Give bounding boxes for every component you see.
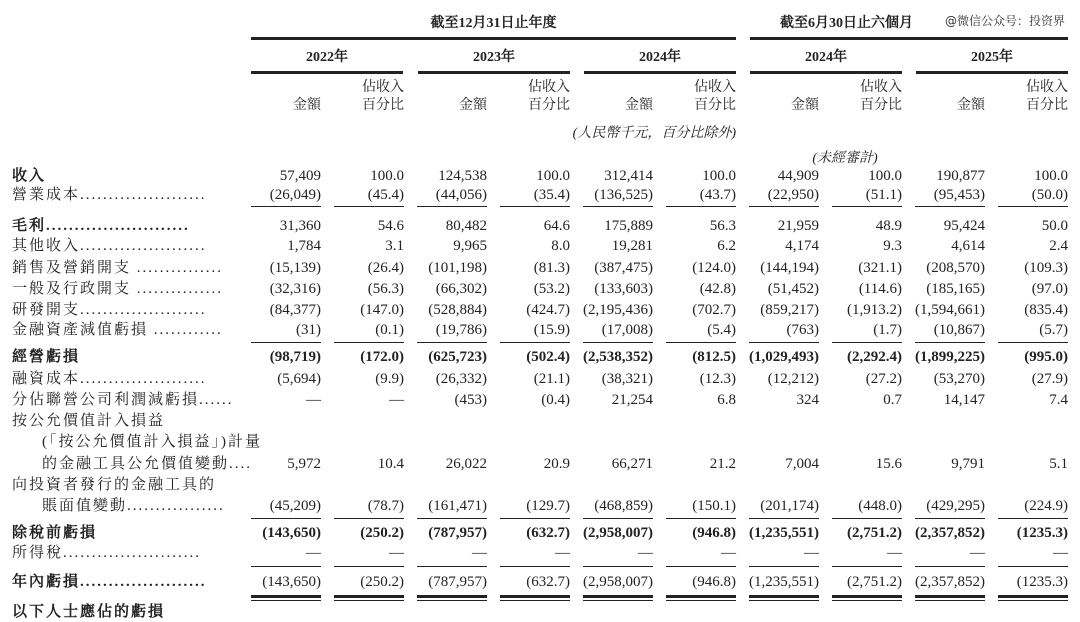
year-rule — [584, 71, 736, 74]
subtotal-rule — [832, 342, 902, 343]
pct-cell: 100.0 — [702, 168, 736, 184]
amount-cell: — — [306, 545, 321, 561]
amount-cell: (15,139) — [269, 260, 321, 276]
amount-cell: 95,424 — [943, 218, 985, 234]
subtotal-rule — [251, 518, 321, 519]
subtotal-rule — [500, 342, 570, 343]
amount-cell: (22,950) — [767, 187, 819, 203]
pct-cell: (1235.3) — [1016, 574, 1068, 590]
year-rule — [750, 71, 902, 74]
amount-cell: (31) — [296, 322, 321, 338]
row-label: 收入 — [12, 168, 47, 184]
amount-cell: 80,482 — [445, 218, 487, 234]
pct-cell: (1.7) — [873, 322, 902, 338]
amount-cell: (528,884) — [428, 302, 487, 318]
subtotal-rule — [666, 206, 736, 207]
amount-cell: 175,889 — [604, 218, 653, 234]
pct-cell: (81.3) — [533, 260, 570, 276]
year-rule — [251, 71, 403, 74]
pct-column-heading: 百分比 — [1026, 98, 1068, 113]
amount-cell: 57,409 — [279, 168, 321, 184]
total-double-rule — [251, 595, 321, 598]
total-double-rule — [998, 600, 1068, 601]
pct-cell: (12.3) — [699, 371, 736, 387]
amount-cell: — — [970, 545, 985, 561]
year-heading: 2025年 — [971, 50, 1013, 65]
amount-cell: (161,471) — [428, 498, 487, 514]
subtotal-rule — [500, 206, 570, 207]
pct-cell: (50.0) — [1031, 187, 1068, 203]
amount-cell: 9,791 — [951, 456, 985, 472]
amount-cell: (787,957) — [428, 574, 487, 590]
pct-cell: (27.2) — [865, 371, 902, 387]
amount-cell: (12,212) — [767, 371, 819, 387]
pct-cell: (250.2) — [360, 574, 404, 590]
header-rule — [750, 37, 1068, 40]
watermark: @微信公众号：投资界 — [945, 14, 1066, 28]
subtotal-rule — [915, 566, 985, 567]
amount-cell: 31,360 — [279, 218, 321, 234]
pct-cell: — — [887, 545, 902, 561]
row-label: 的金融工具公允價值變動.... — [42, 456, 253, 472]
pct-cell: — — [1053, 545, 1068, 561]
pct-cell: (35.4) — [533, 187, 570, 203]
subtotal-rule — [334, 518, 404, 519]
amount-cell: (1,899,225) — [915, 349, 985, 365]
amount-cell: 9,965 — [453, 238, 487, 254]
pct-cell: 6.8 — [717, 392, 736, 408]
amount-cell: (1,235,551) — [749, 574, 819, 590]
pct-cell: 20.9 — [543, 456, 570, 472]
pct-cell: (835.4) — [1024, 302, 1068, 318]
amount-cell: — — [638, 545, 653, 561]
pct-cell: 9.3 — [883, 238, 902, 254]
amount-column-heading: 金額 — [625, 98, 653, 113]
amount-cell: (10,867) — [933, 322, 985, 338]
pct-cell: 6.2 — [717, 238, 736, 254]
subtotal-rule — [832, 518, 902, 519]
pct-column-heading: 佔收入 — [528, 80, 570, 95]
subtotal-rule — [749, 566, 819, 567]
row-label: 營業成本...................... — [12, 187, 207, 203]
amount-cell: 44,909 — [777, 168, 819, 184]
year-heading: 2022年 — [306, 50, 348, 65]
subtotal-rule — [998, 206, 1068, 207]
row-label: 賬面值變動................. — [42, 498, 225, 514]
total-double-rule — [832, 595, 902, 598]
row-label: 所得稅........................ — [12, 545, 202, 561]
pct-cell: (702.7) — [692, 302, 736, 318]
unaudited-note: (未經審計) — [812, 151, 878, 166]
pct-cell: 8.0 — [551, 238, 570, 254]
pct-cell: 2.4 — [1049, 238, 1068, 254]
amount-cell: (26,332) — [435, 371, 487, 387]
amount-cell: 4,614 — [951, 238, 985, 254]
pct-cell: (15.9) — [533, 322, 570, 338]
amount-cell: (32,316) — [269, 281, 321, 297]
pct-cell: 0.7 — [883, 392, 902, 408]
subtotal-rule — [583, 566, 653, 567]
pct-cell: (224.9) — [1024, 498, 1068, 514]
subtotal-rule — [915, 518, 985, 519]
amount-column-heading: 金額 — [957, 98, 985, 113]
pct-cell: 3.1 — [385, 238, 404, 254]
subtotal-rule — [583, 342, 653, 343]
subtotal-rule — [915, 342, 985, 343]
subtotal-rule — [417, 206, 487, 207]
total-double-rule — [334, 595, 404, 598]
total-double-rule — [998, 595, 1068, 598]
amount-cell: 324 — [796, 392, 819, 408]
pct-column-heading: 佔收入 — [362, 80, 404, 95]
total-double-rule — [417, 600, 487, 601]
subtotal-rule — [500, 566, 570, 567]
pct-cell: (424.7) — [526, 302, 570, 318]
pct-column-heading: 百分比 — [362, 98, 404, 113]
total-double-rule — [915, 595, 985, 598]
amount-cell: (859,217) — [760, 302, 819, 318]
subtotal-rule — [500, 518, 570, 519]
total-double-rule — [334, 600, 404, 601]
year-rule — [418, 71, 570, 74]
pct-cell: (946.8) — [692, 525, 736, 541]
pct-cell: (109.3) — [1024, 260, 1068, 276]
pct-cell: (150.1) — [692, 498, 736, 514]
row-label: 毛利......................... — [12, 218, 190, 234]
pct-cell: 54.6 — [377, 218, 404, 234]
row-label: 研發開支...................... — [12, 302, 207, 318]
subtotal-rule — [334, 342, 404, 343]
subtotal-rule — [334, 206, 404, 207]
amount-cell: (201,174) — [760, 498, 819, 514]
pct-cell: (26.4) — [367, 260, 404, 276]
amount-cell: (2,958,007) — [583, 574, 653, 590]
subtotal-rule — [417, 342, 487, 343]
amount-cell: 4,174 — [785, 238, 819, 254]
total-double-rule — [749, 595, 819, 598]
pct-cell: (995.0) — [1024, 349, 1068, 365]
pct-cell: (321.1) — [858, 260, 902, 276]
total-double-rule — [749, 600, 819, 601]
amount-cell: 19,281 — [611, 238, 653, 254]
amount-cell: (787,957) — [428, 525, 487, 541]
pct-cell: (124.0) — [692, 260, 736, 276]
pct-cell: — — [389, 392, 404, 408]
amount-column-heading: 金額 — [459, 98, 487, 113]
subtotal-rule — [749, 206, 819, 207]
amount-cell: (625,723) — [428, 349, 487, 365]
amount-cell: 5,972 — [287, 456, 321, 472]
row-label: 金融資產減值虧損 ............ — [12, 322, 223, 338]
amount-cell: 312,414 — [604, 168, 653, 184]
subtotal-rule — [666, 342, 736, 343]
amount-cell: 124,538 — [438, 168, 487, 184]
pct-cell: (53.2) — [533, 281, 570, 297]
amount-cell: — — [472, 545, 487, 561]
pct-cell: (2,751.2) — [847, 574, 902, 590]
row-label: 以下人士應佔的虧損 — [12, 604, 166, 620]
pct-cell: — — [721, 545, 736, 561]
pct-cell: 7.4 — [1049, 392, 1068, 408]
period-interim-heading: 截至6月30日止六個月 — [780, 16, 913, 31]
pct-cell: (147.0) — [360, 302, 404, 318]
subtotal-rule — [998, 342, 1068, 343]
year-heading: 2024年 — [805, 50, 847, 65]
amount-column-heading: 金額 — [293, 98, 321, 113]
amount-cell: (38,321) — [601, 371, 653, 387]
amount-cell: (2,357,852) — [915, 574, 985, 590]
pct-cell: 100.0 — [536, 168, 570, 184]
subtotal-rule — [832, 566, 902, 567]
amount-cell: (95,453) — [933, 187, 985, 203]
pct-cell: (114.6) — [858, 281, 902, 297]
amount-cell: (2,538,352) — [583, 349, 653, 365]
pct-cell: (1,913.2) — [847, 302, 902, 318]
amount-cell: (26,049) — [269, 187, 321, 203]
amount-cell: (101,198) — [428, 260, 487, 276]
amount-cell: (45,209) — [269, 498, 321, 514]
row-label: 向投資者發行的金融工具的 — [12, 477, 217, 493]
total-double-rule — [417, 595, 487, 598]
pct-cell: (9.9) — [375, 371, 404, 387]
amount-cell: (1,029,493) — [749, 349, 819, 365]
amount-cell: (44,056) — [435, 187, 487, 203]
pct-cell: (250.2) — [360, 525, 404, 541]
pct-column-heading: 佔收入 — [1026, 80, 1068, 95]
amount-cell: (19,786) — [435, 322, 487, 338]
amount-cell: 21,959 — [777, 218, 819, 234]
row-label: (「按公允價值計入損益」)計量 — [42, 434, 262, 450]
subtotal-rule — [749, 518, 819, 519]
subtotal-rule — [583, 518, 653, 519]
amount-cell: (208,570) — [926, 260, 985, 276]
row-label: 其他收入...................... — [12, 238, 207, 254]
header-rule — [251, 37, 736, 40]
pct-cell: (21.1) — [533, 371, 570, 387]
row-label: 融資成本...................... — [12, 371, 207, 387]
subtotal-rule — [832, 206, 902, 207]
amount-cell: (51,452) — [767, 281, 819, 297]
subtotal-rule — [251, 206, 321, 207]
pct-cell: (51.1) — [865, 187, 902, 203]
total-double-rule — [832, 600, 902, 601]
total-double-rule — [583, 600, 653, 601]
amount-cell: 1,784 — [287, 238, 321, 254]
total-double-rule — [251, 600, 321, 601]
pct-cell: (946.8) — [692, 574, 736, 590]
total-double-rule — [915, 600, 985, 601]
amount-cell: (1,594,661) — [915, 302, 985, 318]
amount-cell: (143,650) — [262, 574, 321, 590]
total-double-rule — [500, 595, 570, 598]
amount-cell: (98,719) — [269, 349, 321, 365]
amount-cell: (53,270) — [933, 371, 985, 387]
amount-cell: 26,022 — [445, 456, 487, 472]
pct-cell: (632.7) — [526, 525, 570, 541]
pct-cell: — — [389, 545, 404, 561]
subtotal-rule — [666, 566, 736, 567]
row-label: 年內虧損...................... — [12, 574, 207, 590]
pct-cell: (1235.3) — [1016, 525, 1068, 541]
amount-cell: (387,475) — [594, 260, 653, 276]
pct-column-heading: 佔收入 — [694, 80, 736, 95]
pct-cell: (2,292.4) — [847, 349, 902, 365]
subtotal-rule — [251, 566, 321, 567]
pct-cell: 21.2 — [709, 456, 736, 472]
pct-column-heading: 百分比 — [860, 98, 902, 113]
amount-cell: (17,008) — [601, 322, 653, 338]
pct-cell: — — [555, 545, 570, 561]
row-label: 經營虧損 — [12, 349, 81, 365]
pct-column-heading: 佔收入 — [860, 80, 902, 95]
pct-cell: (502.4) — [526, 349, 570, 365]
total-double-rule — [666, 595, 736, 598]
amount-cell: (143,650) — [262, 525, 321, 541]
subtotal-rule — [417, 566, 487, 567]
row-label: 按公允價值計入損益 — [12, 413, 166, 429]
pct-cell: 15.6 — [875, 456, 902, 472]
total-double-rule — [583, 595, 653, 598]
amount-column-heading: 金額 — [791, 98, 819, 113]
year-heading: 2023年 — [473, 50, 515, 65]
pct-cell: (5.4) — [707, 322, 736, 338]
pct-cell: (97.0) — [1031, 281, 1068, 297]
subtotal-rule — [749, 342, 819, 343]
amount-cell: (2,357,852) — [915, 525, 985, 541]
pct-cell: (632.7) — [526, 574, 570, 590]
pct-cell: (43.7) — [699, 187, 736, 203]
amount-cell: (66,302) — [435, 281, 487, 297]
amount-cell: (5,694) — [277, 371, 321, 387]
amount-cell: (453) — [454, 392, 487, 408]
pct-cell: 48.9 — [875, 218, 902, 234]
row-label: 銷售及營銷開支 ............... — [12, 260, 224, 276]
pct-cell: (129.7) — [526, 498, 570, 514]
pct-cell: (172.0) — [360, 349, 404, 365]
amount-cell: 66,271 — [611, 456, 653, 472]
unit-note: (人民幣千元，百分比除外) — [572, 126, 736, 141]
amount-cell: (2,958,007) — [583, 525, 653, 541]
amount-cell: 21,254 — [611, 392, 653, 408]
amount-cell: (144,194) — [760, 260, 819, 276]
amount-cell: — — [306, 392, 321, 408]
pct-cell: 100.0 — [370, 168, 404, 184]
subtotal-rule — [666, 518, 736, 519]
pct-cell: 100.0 — [868, 168, 902, 184]
amount-cell: (84,377) — [269, 302, 321, 318]
amount-cell: (763) — [786, 322, 819, 338]
row-label: 一般及行政開支 ............... — [12, 281, 224, 297]
total-double-rule — [500, 600, 570, 601]
amount-cell: (2,195,436) — [583, 302, 653, 318]
subtotal-rule — [583, 206, 653, 207]
amount-cell: — — [804, 545, 819, 561]
subtotal-rule — [251, 342, 321, 343]
amount-cell: (1,235,551) — [749, 525, 819, 541]
subtotal-rule — [915, 206, 985, 207]
amount-cell: 7,004 — [785, 456, 819, 472]
amount-cell: (136,525) — [594, 187, 653, 203]
row-label: 分佔聯營公司利潤減虧損...... — [12, 392, 234, 408]
pct-cell: (0.1) — [375, 322, 404, 338]
pct-cell: 50.0 — [1041, 218, 1068, 234]
subtotal-rule — [334, 566, 404, 567]
pct-cell: 100.0 — [1034, 168, 1068, 184]
pct-cell: (56.3) — [367, 281, 404, 297]
amount-cell: (468,859) — [594, 498, 653, 514]
subtotal-rule — [998, 518, 1068, 519]
year-heading: 2024年 — [639, 50, 681, 65]
pct-cell: (448.0) — [858, 498, 902, 514]
subtotal-rule — [417, 518, 487, 519]
amount-cell: (185,165) — [926, 281, 985, 297]
pct-cell: 64.6 — [543, 218, 570, 234]
pct-cell: (0.4) — [541, 392, 570, 408]
pct-cell: (27.9) — [1031, 371, 1068, 387]
amount-cell: (429,295) — [926, 498, 985, 514]
total-double-rule — [666, 600, 736, 601]
amount-cell: 190,877 — [936, 168, 985, 184]
pct-cell: (2,751.2) — [847, 525, 902, 541]
pct-cell: (812.5) — [692, 349, 736, 365]
pct-cell: 10.4 — [377, 456, 404, 472]
period-annual-heading: 截至12月31日止年度 — [430, 16, 557, 31]
pct-cell: (78.7) — [367, 498, 404, 514]
pct-cell: 5.1 — [1049, 456, 1068, 472]
pct-cell: 56.3 — [709, 218, 736, 234]
subtotal-rule — [998, 566, 1068, 567]
pct-cell: (42.8) — [699, 281, 736, 297]
pct-column-heading: 百分比 — [694, 98, 736, 113]
year-rule — [916, 71, 1068, 74]
pct-column-heading: 百分比 — [528, 98, 570, 113]
pct-cell: (45.4) — [367, 187, 404, 203]
amount-cell: 14,147 — [943, 392, 985, 408]
amount-cell: (133,603) — [594, 281, 653, 297]
row-label: 除稅前虧損 — [12, 525, 98, 541]
pct-cell: (5.7) — [1039, 322, 1068, 338]
